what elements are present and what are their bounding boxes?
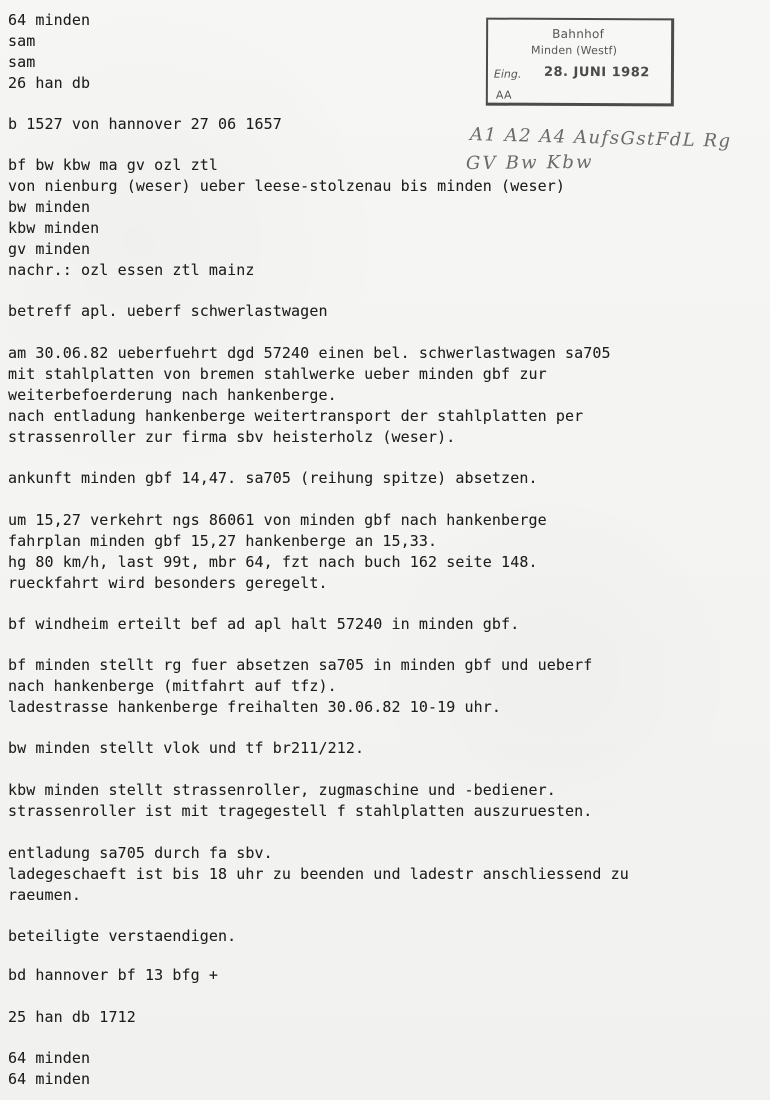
document-line-03: sam <box>8 53 36 71</box>
document-line-37: 64 minden <box>8 1070 91 1088</box>
document-line-23: bf windheim erteilt bef ad apl halt 57240 in minden gbf. <box>8 615 520 633</box>
document-line-28: kbw minden stellt strassenroller, zugmaschine und -bediener. <box>8 781 556 799</box>
document-line-35: 25 han db 1712 <box>8 1008 136 1026</box>
document-line-10: gv minden <box>8 240 91 258</box>
document-line-14: mit stahlplatten von bremen stahlwerke ueber minden gbf zur <box>8 365 547 383</box>
document-line-32: raeumen. <box>8 886 82 904</box>
document-line-11: nachr.: ozl essen ztl mainz <box>8 261 255 279</box>
document-line-25: nach hankenberge (mitfahrt auf tfz). <box>8 677 337 695</box>
document-line-13: am 30.06.82 ueberfuehrt dgd 57240 einen bel. schwerlastwagen sa705 <box>8 344 611 362</box>
document-line-34: bd hannover bf 13 bfg + <box>8 966 219 984</box>
document-line-22: rueckfahrt wird besonders geregelt. <box>8 574 328 592</box>
stamp-label: Eing. <box>493 67 522 81</box>
document-line-31: ladegeschaeft ist bis 18 uhr zu beenden und ladestr anschliessend zu <box>8 865 629 883</box>
document-line-18: ankunft minden gbf 14,47. sa705 (reihung spitze) absetzen. <box>8 469 538 487</box>
document-line-16: nach entladung hankenberge weitertransport der stahlplatten per <box>8 407 584 425</box>
document-line-02: sam <box>8 32 36 50</box>
document-line-30: entladung sa705 durch fa sbv. <box>8 844 273 862</box>
document-line-01: 64 minden <box>8 11 91 29</box>
document-line-33: beteiligte verstaendigen. <box>8 927 237 945</box>
receipt-stamp <box>486 18 674 107</box>
document-line-27: bw minden stellt vlok und tf br211/212. <box>8 739 365 757</box>
document-line-06: bf bw kbw ma gv ozl ztl <box>8 156 219 174</box>
document-line-09: kbw minden <box>8 219 100 237</box>
document-line-04: 26 han db <box>8 74 91 92</box>
document-line-29: strassenroller ist mit tragegestell f stahlplatten auszuruesten. <box>8 802 593 820</box>
document-line-24: bf minden stellt rg fuer absetzen sa705 in minden gbf und ueberf <box>8 656 593 674</box>
document-line-26: ladestrasse hankenberge freihalten 30.06.82 10-19 uhr. <box>8 698 502 716</box>
stamp-aa: AA <box>495 88 512 102</box>
handwritten-routing-line-2: GV Bw Kbw <box>465 151 594 174</box>
document-line-19: um 15,27 verkehrt ngs 86061 von minden gbf nach hankenberge <box>8 511 547 529</box>
stamp-title: Bahnhof <box>552 26 605 42</box>
document-line-12: betreff apl. ueberf schwerlastwagen <box>8 302 328 320</box>
document-line-08: bw minden <box>8 198 91 216</box>
document-line-21: hg 80 km/h, last 99t, mbr 64, fzt nach buch 162 seite 148. <box>8 553 538 571</box>
stamp-location: Minden (Westf) <box>531 43 618 58</box>
document-line-36: 64 minden <box>8 1049 91 1067</box>
document-line-15: weiterbefoerderung nach hankenberge. <box>8 386 337 404</box>
document-line-05: b 1527 von hannover 27 06 1657 <box>8 115 282 133</box>
document-line-17: strassenroller zur firma sbv heisterholz (weser). <box>8 428 456 446</box>
document-line-07: von nienburg (weser) ueber leese-stolzenau bis minden (weser) <box>8 177 565 195</box>
stamp-date: 28. JUNI 1982 <box>543 64 650 81</box>
document-line-20: fahrplan minden gbf 15,27 hankenberge an 15,33. <box>8 532 438 550</box>
handwritten-routing-line-1: A1 A2 A4 AufsGstFdL Rg <box>469 124 732 152</box>
